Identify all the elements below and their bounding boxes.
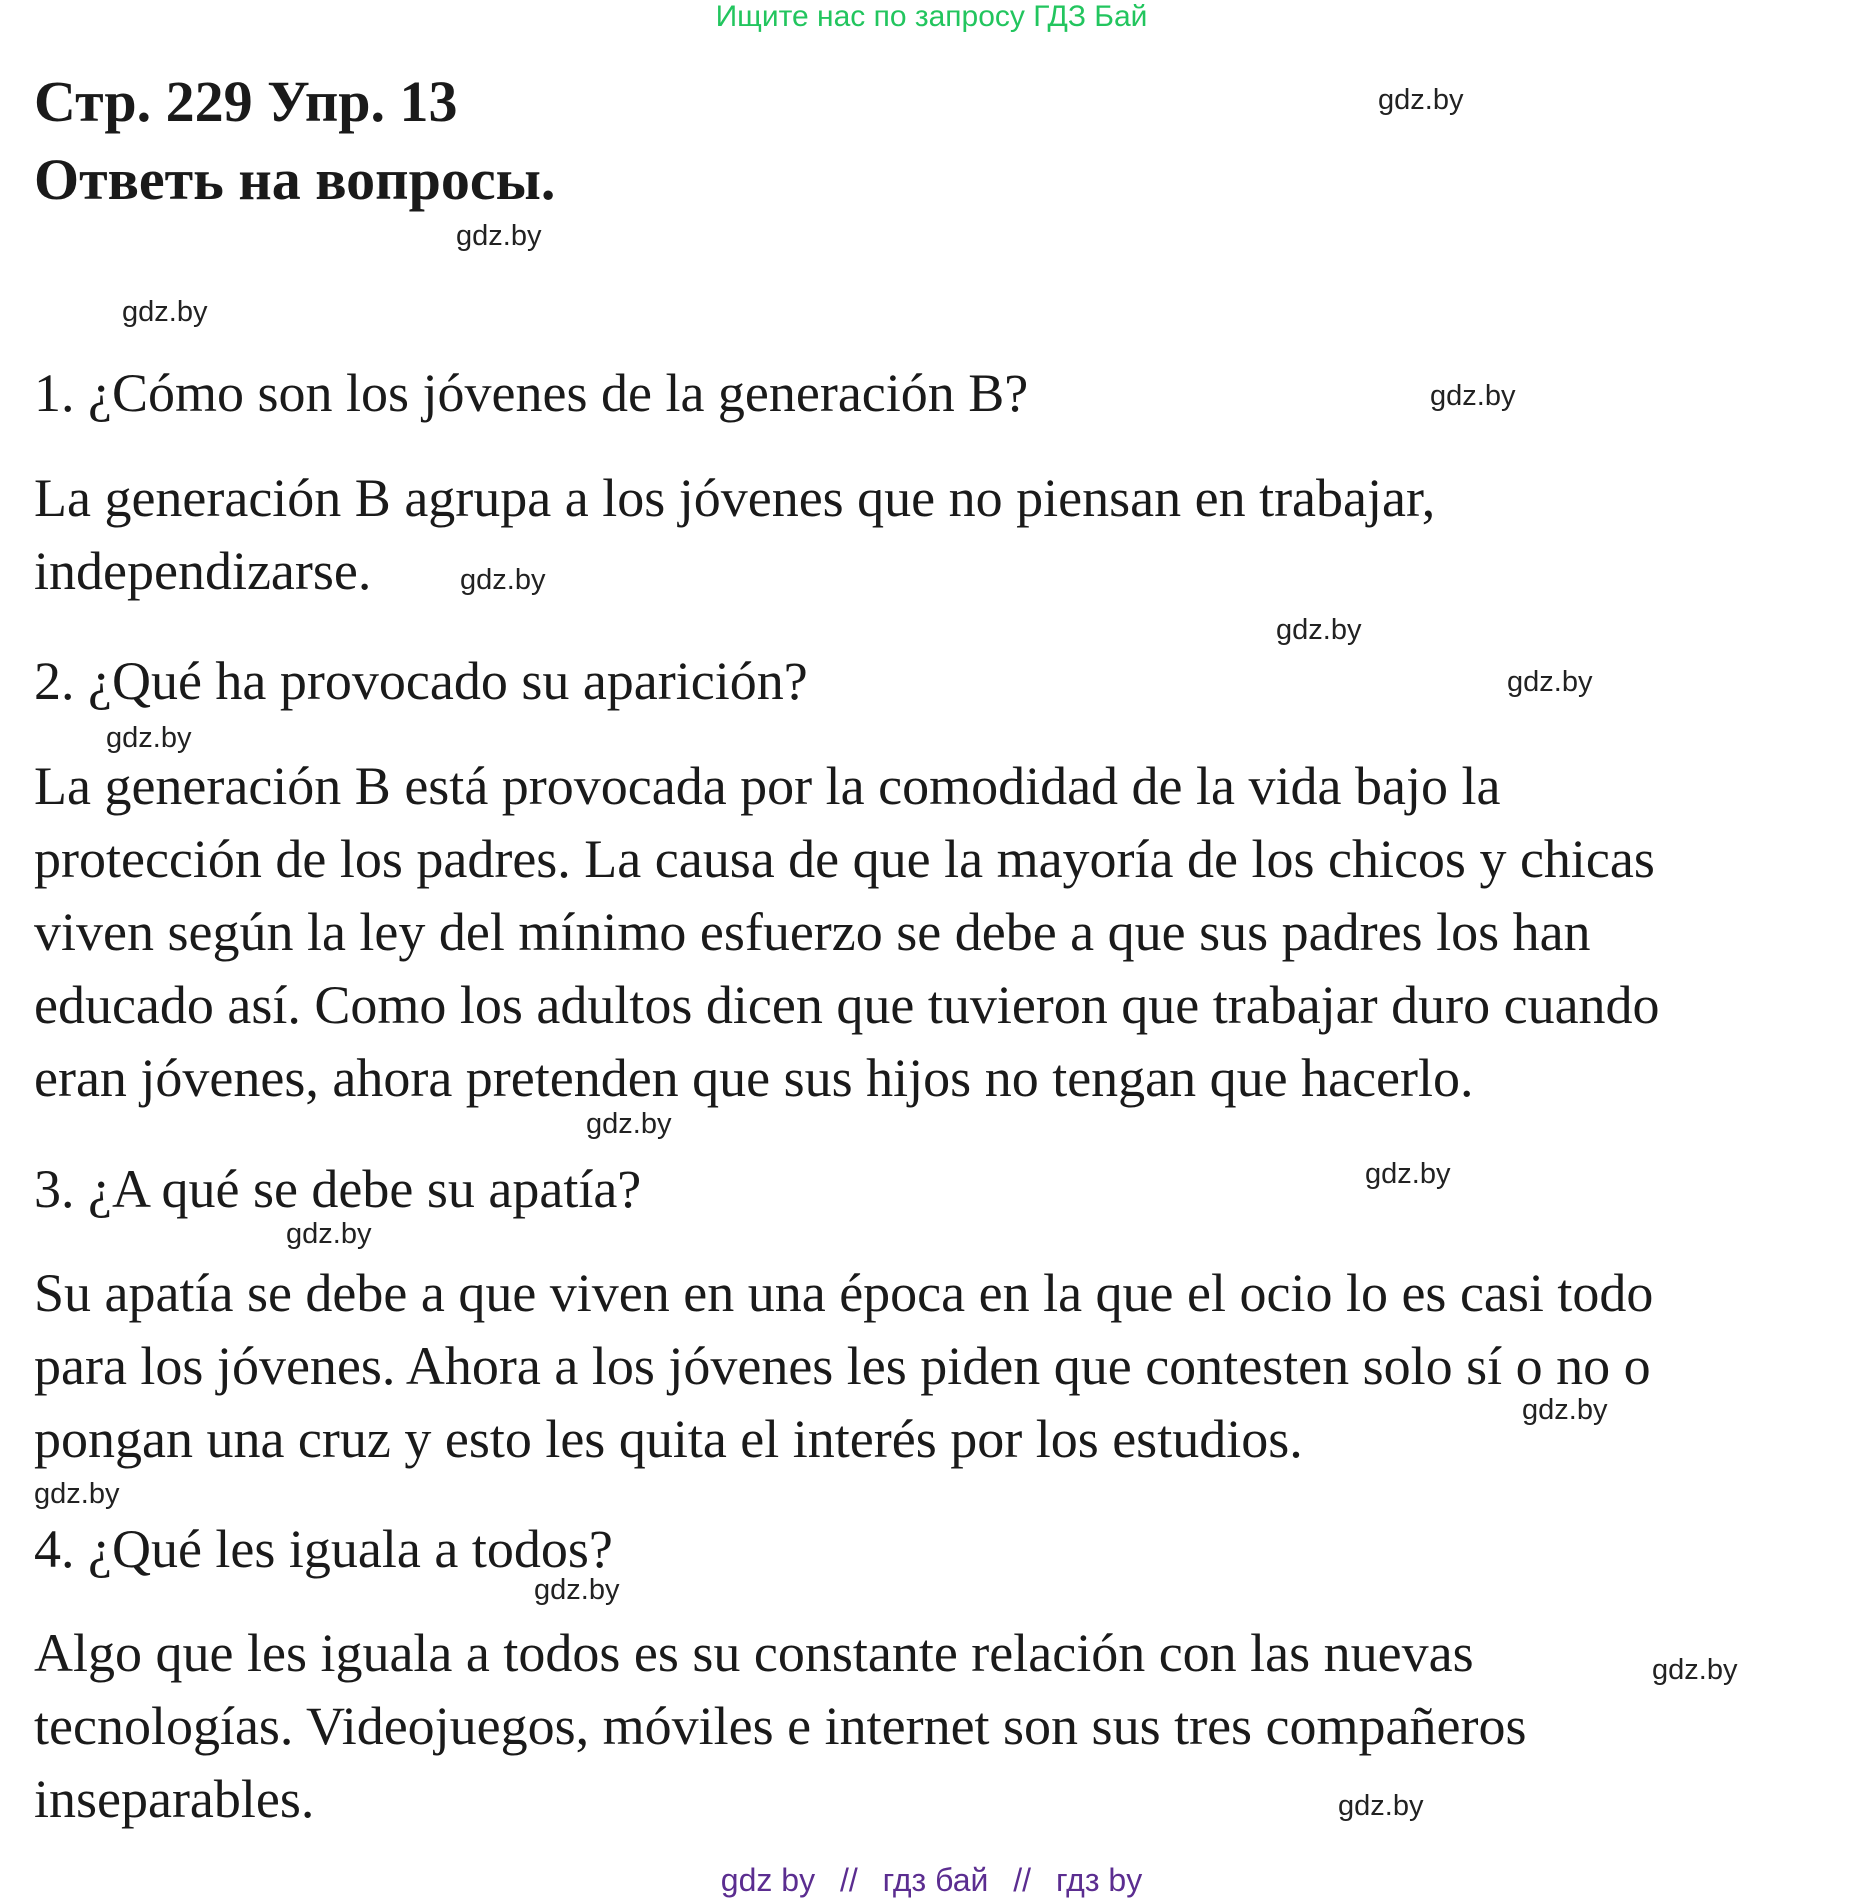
answer-4-line: tecnologías. Videojuegos, móviles e internet son sus tres compañeros [34, 1696, 1527, 1756]
watermark: gdz.by [122, 296, 208, 328]
answer-3-line: Su apatía se debe a que viven en una época en la que el ocio lo es casi todo [34, 1263, 1654, 1323]
question-4: 4. ¿Qué les iguala a todos? [34, 1519, 613, 1579]
watermark: gdz.by [1338, 1790, 1424, 1822]
footer-link-gdz-by-cyr[interactable]: гдз by [1055, 1862, 1143, 1898]
page-title: Стр. 229 Упр. 13 [34, 69, 458, 134]
answer-3-line: para los jóvenes. Ahora a los jóvenes les piden que contesten solo sí o no o [34, 1336, 1651, 1396]
watermark: gdz.by [460, 564, 546, 596]
answer-2-line: protección de los padres. La causa de que la mayoría de los chicos y chicas [34, 829, 1655, 889]
answer-2-line: educado así. Como los adultos dicen que tuvieron que trabajar duro cuando [34, 975, 1660, 1035]
watermark: gdz.by [456, 220, 542, 252]
watermark: gdz.by [1276, 614, 1362, 646]
watermark: gdz.by [1507, 666, 1593, 698]
answer-4-line: inseparables. [34, 1769, 315, 1829]
answer-2-line: viven según la ley del mínimo esfuerzo se debe a que sus padres los han [34, 902, 1591, 962]
watermark: gdz.by [1365, 1158, 1451, 1190]
footer-separator: // [839, 1862, 858, 1898]
answer-1-line: La generación B agrupa a los jóvenes que no piensan en trabajar, [34, 468, 1436, 528]
answer-3 [34, 1257, 1834, 1476]
watermark: gdz.by [34, 1478, 120, 1510]
footer-separator: // [1013, 1862, 1032, 1898]
question-3: 3. ¿A qué se debe su apatía? [34, 1159, 642, 1219]
watermark: gdz.by [106, 722, 192, 754]
top-banner: Ищите нас по запросу ГДЗ Бай [715, 0, 1148, 33]
watermark: gdz.by [1378, 84, 1464, 116]
answer-2-line: eran jóvenes, ahora pretenden que sus hijos no tengan que hacerlo. [34, 1048, 1474, 1108]
watermark: gdz.by [1522, 1394, 1608, 1426]
answer-4-line: Algo que les iguala a todos es su constante relación con las nuevas [34, 1623, 1474, 1683]
task-instruction: Ответь на вопросы. [34, 147, 556, 212]
answer-1-line: independizarse. [34, 541, 372, 601]
answer-4 [34, 1617, 1834, 1836]
watermark: gdz.by [1430, 380, 1516, 412]
watermark: gdz.by [586, 1108, 672, 1140]
watermark: gdz.by [534, 1574, 620, 1606]
answer-2-line: La generación B está provocada por la comodidad de la vida bajo la [34, 756, 1501, 816]
question-1: 1. ¿Cómo son los jóvenes de la generación B? [34, 363, 1029, 423]
watermark: gdz.by [286, 1218, 372, 1250]
answer-1 [34, 462, 1834, 608]
answer-2 [34, 750, 1834, 1115]
footer-links [0, 1862, 1863, 1899]
footer-link-gdz-by[interactable]: gdz by [720, 1862, 816, 1898]
question-2: 2. ¿Qué ha provocado su aparición? [34, 651, 808, 711]
answer-3-line: pongan una cruz y esto les quita el interés por los estudios. [34, 1409, 1303, 1469]
watermark: gdz.by [1652, 1654, 1738, 1686]
footer-link-gdz-bai[interactable]: гдз бай [882, 1862, 989, 1898]
